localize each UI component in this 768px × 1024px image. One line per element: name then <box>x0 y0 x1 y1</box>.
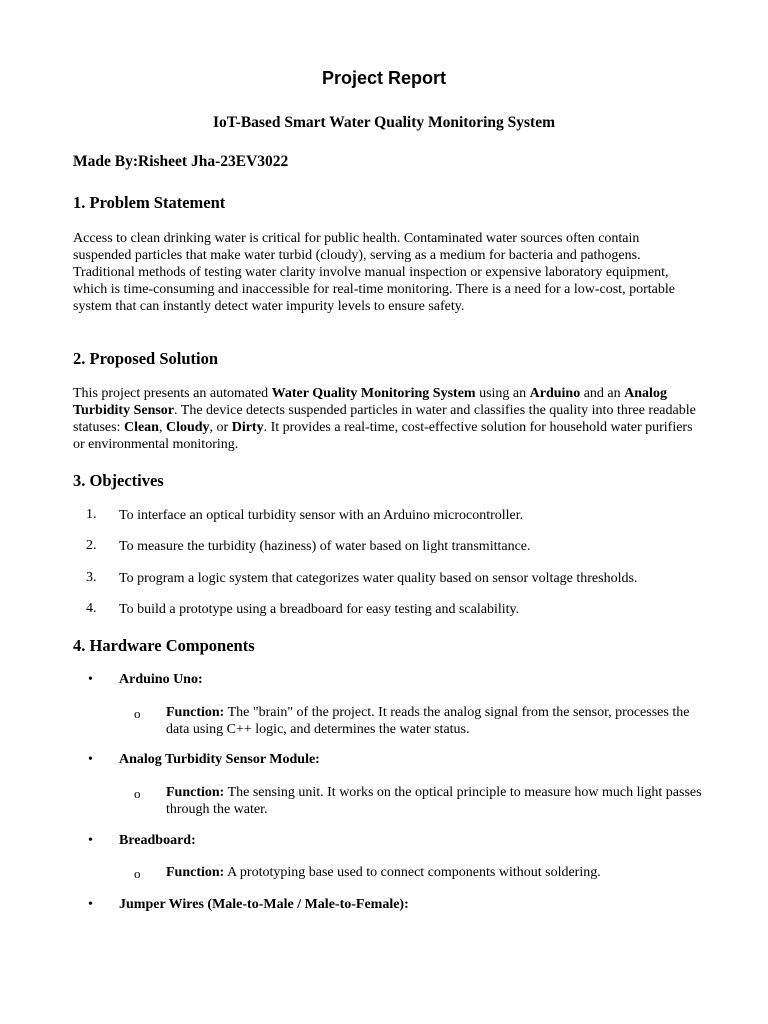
list-number: 2. <box>86 538 97 553</box>
solution-bold-term: Dirty <box>231 420 264 435</box>
solution-bold-term: Analog Turbidity Sensor <box>73 386 667 418</box>
component-name: Jumper Wires (Male-to-Male / Male-to-Female): <box>119 897 409 912</box>
function-label: Function: <box>166 705 225 720</box>
bullet-marker: • <box>88 672 93 687</box>
solution-text: and an <box>580 386 625 401</box>
solution-text: . It provides a real-time, cost-effective solution for household water purifiers or environmental monitoring. <box>73 420 693 452</box>
list-item: To measure the turbidity (haziness) of water based on light transmittance. <box>119 539 531 554</box>
solution-text: . The device detects suspended particles in water and classifies the quality into three readable statuses: <box>73 403 696 435</box>
sub-bullet-marker: o <box>134 706 141 721</box>
function-text: The sensing unit. It works on the optical principle to measure how much light passes through the water. <box>166 785 702 817</box>
solution-bold-term: Cloudy <box>165 420 210 435</box>
objectives-heading: 3. Objectives <box>73 471 164 490</box>
bullet-marker: • <box>88 752 93 767</box>
list-item: To build a prototype using a breadboard for easy testing and scalability. <box>119 602 520 617</box>
solution-text: , or <box>209 420 232 435</box>
function-text: A prototyping base used to connect components without soldering. <box>224 865 601 880</box>
report-subtitle: IoT-Based Smart Water Quality Monitoring System <box>212 114 555 131</box>
solution-bold-term: Water Quality Monitoring System <box>271 386 476 401</box>
list-number: 3. <box>86 570 97 585</box>
sub-bullet-marker: o <box>134 866 141 881</box>
solution-heading: 2. Proposed Solution <box>73 349 219 368</box>
bullet-marker: • <box>88 833 93 848</box>
function-text: The "brain" of the project. It reads the analog signal from the sensor, processes the data using C++ logic, and determines the water status. <box>166 705 690 737</box>
page-title: Project Report <box>321 68 447 88</box>
function-label: Function: <box>166 785 225 800</box>
problem-heading: 1. Problem Statement <box>73 193 226 212</box>
component-function <box>166 864 706 881</box>
component-function <box>166 784 706 818</box>
solution-text: , <box>158 420 166 435</box>
problem-paragraph: Access to clean drinking water is critical for public health. Contaminated water sources often contain suspended particles that make water turbid (cloudy), serving as a medium for bacteria and pathogens. Traditional methods of testing water clarity involve manual inspection or expensive laboratory equipment, which is time-consuming and inaccessible for real-time monitoring. There is a need for a low-cost, portable system that can instantly detect water impurity levels to ensure safety. <box>73 231 675 314</box>
component-name: Arduino Uno: <box>119 672 203 687</box>
solution-text: This project presents an automated <box>73 386 272 401</box>
solution-bold-term: Clean <box>123 420 159 435</box>
list-item: To interface an optical turbidity sensor with an Arduino microcontroller. <box>119 508 524 523</box>
solution-bold-term: Arduino <box>529 386 581 401</box>
list-number: 4. <box>86 601 97 616</box>
bullet-marker: • <box>88 897 93 912</box>
solution-paragraph <box>73 385 698 453</box>
list-number: 1. <box>86 507 97 522</box>
function-label: Function: <box>166 865 225 880</box>
component-name: Analog Turbidity Sensor Module: <box>119 752 320 767</box>
list-item: To program a logic system that categorizes water quality based on sensor voltage thresholds. <box>119 571 638 586</box>
component-name: Breadboard: <box>119 833 196 848</box>
component-function <box>166 704 706 738</box>
hardware-heading: 4. Hardware Components <box>73 636 255 655</box>
author-line: Made By:Risheet Jha-23EV3022 <box>73 153 289 170</box>
sub-bullet-marker: o <box>134 786 141 801</box>
solution-text: using an <box>475 386 530 401</box>
